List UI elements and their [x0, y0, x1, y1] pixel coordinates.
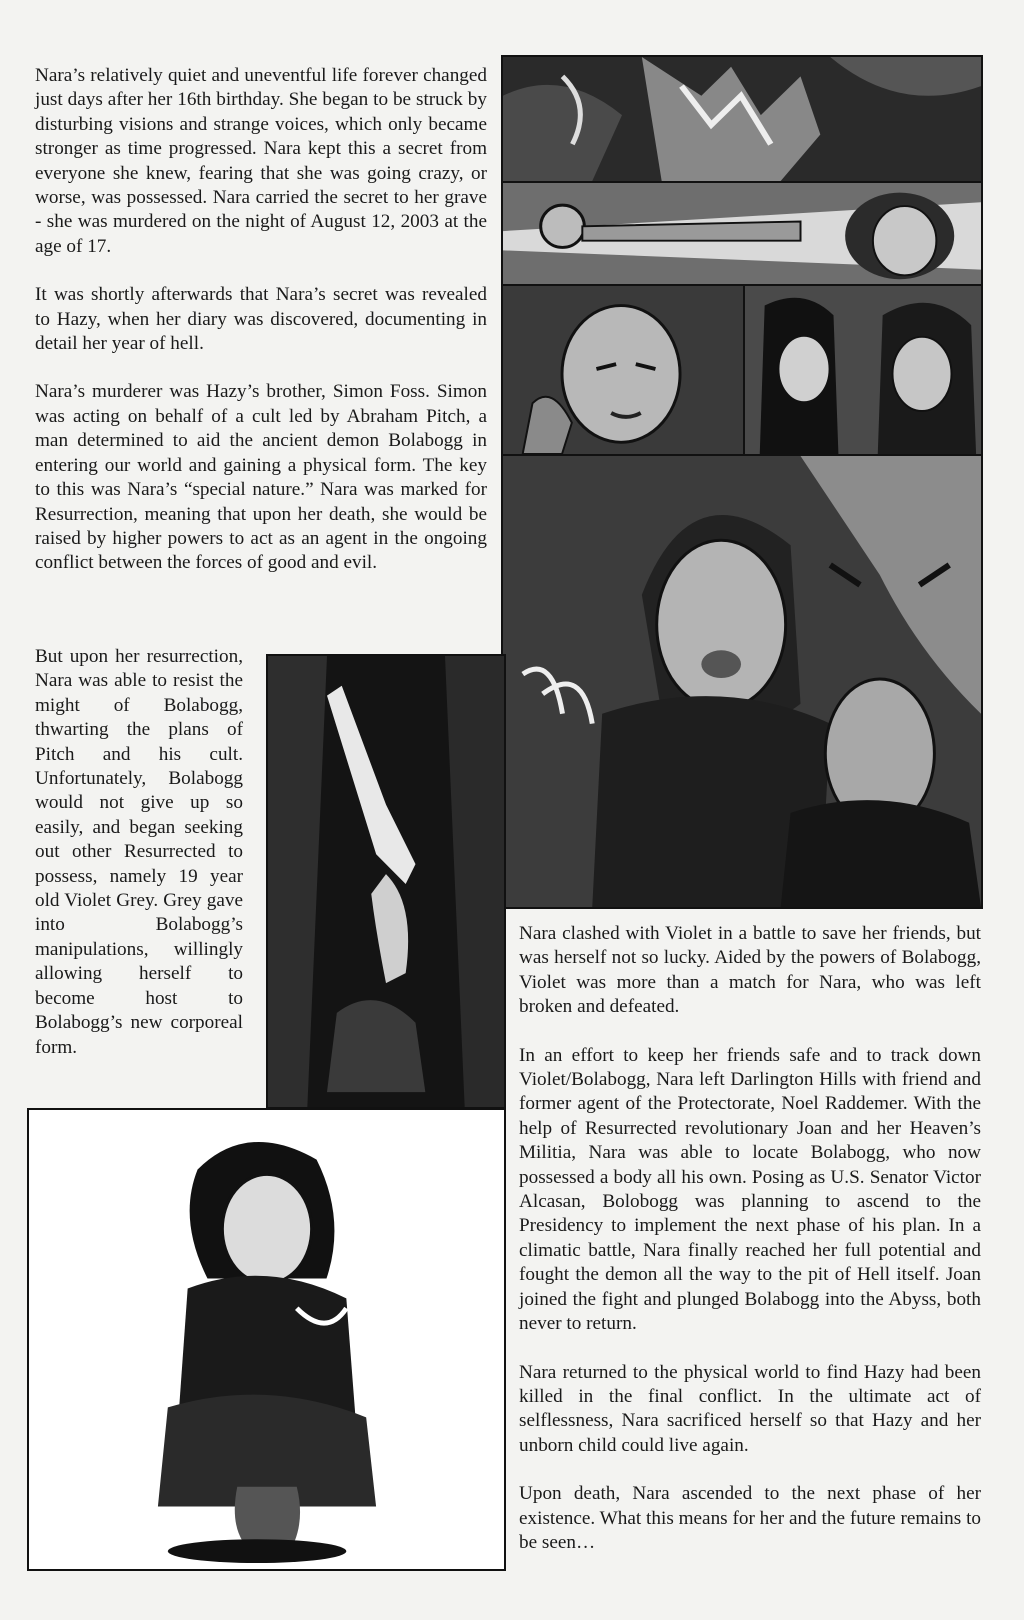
comic-panel-men-and-demon [501, 454, 983, 909]
paragraph: It was shortly afterwards that Nara’s secret was revealed to Hazy, when her diary was discovered, documenting in detail her year of hell. [35, 284, 487, 355]
article-column-left-middle [35, 645, 243, 1084]
punch-illustration [503, 183, 981, 284]
comic-panel-two-women [743, 284, 983, 456]
bruised-face-illustration [503, 286, 743, 454]
paragraph: Nara clashed with Violet in a battle to save her friends, but was herself not so lucky. Aided by the powers of Bolabogg, Violet was more than a match for Nara, who was left broken and defeated. [519, 923, 981, 1018]
comic-panel-punch [501, 181, 983, 286]
two-women-illustration [745, 286, 981, 454]
crouching-girl-illustration [29, 1110, 504, 1569]
comic-panel-crouching-girl [27, 1108, 506, 1571]
paragraph: Nara returned to the physical world to find Hazy had been killed in the final conflict. In the ultimate act of selflessness, Nara sacrificed herself so that Hazy and her unborn child could live again. [519, 1361, 981, 1456]
paragraph: Upon death, Nara ascended to the next phase of her existence. What this means for her and the future remains to be seen… [519, 1483, 981, 1553]
paragraph: Nara’s murderer was Hazy’s brother, Simon Foss. Simon was acting on behalf of a cult led by Abraham Pitch, a man determined to aid the ancient demon Bolabogg in entering our world and gaining a physical form. The key to this was Nara’s “special nature.” Nara was marked for Resurrection, meaning that upon her death, she would be raised by higher powers to act as an agent in the ongoing conflict between the forces of good and evil. [35, 381, 487, 574]
comic-panel-claw [501, 55, 983, 183]
comic-panel-bruised-face [501, 284, 745, 456]
claw-illustration [503, 57, 981, 181]
paragraph: Nara’s relatively quiet and uneventful life forever changed just days after her 16th birthday. She began to be struck by disturbing visions and strange voices, which only became stronger as time progressed. Nara kept this a secret from everyone she knew, fearing that she was going crazy, or worse, was possessed. Nara carried the secret to her grave - she was murdered on the night of August 12, 2003 at the age of 17. [35, 65, 487, 257]
comic-panel-falling-figure [266, 654, 506, 1109]
men-and-demon-illustration [503, 456, 981, 907]
paragraph: But upon her resurrection, Nara was able to resist the might of Bolabogg, thwarting the plans of Pitch and his cult. Unfortunately, Bolabogg would not give up so easily, and began seeking out other Resurrected to possess, namely 19 year old Violet Grey. Grey gave into Bolabogg’s manipulations, willingly allowing herself to become host to Bolabogg’s new corporeal form. [35, 646, 243, 1058]
falling-figure-illustration [268, 656, 504, 1107]
paragraph: In an effort to keep her friends safe and to track down Violet/Bolabogg, Nara left Darlington Hills with friend and former agent of the Protectorate, Noel Raddemer. With the help of Resurrected revolutionary Joan and her Heaven’s Militia, Nara was able to locate Bolabogg, who now possessed a body all his own. Posing as U.S. Senator Victor Alcasan, Bolobogg was planning to ascend to the Presidency to implement the next phase of his plan. In a climatic battle, Nara finally reached her full potential and fought the demon all the way to the pit of Hell itself. Joan joined the fight and plunged Bolabogg into the Abyss, both never to return. [519, 1044, 981, 1335]
article-column-right [519, 922, 981, 1579]
article-column-left-top [35, 64, 487, 600]
